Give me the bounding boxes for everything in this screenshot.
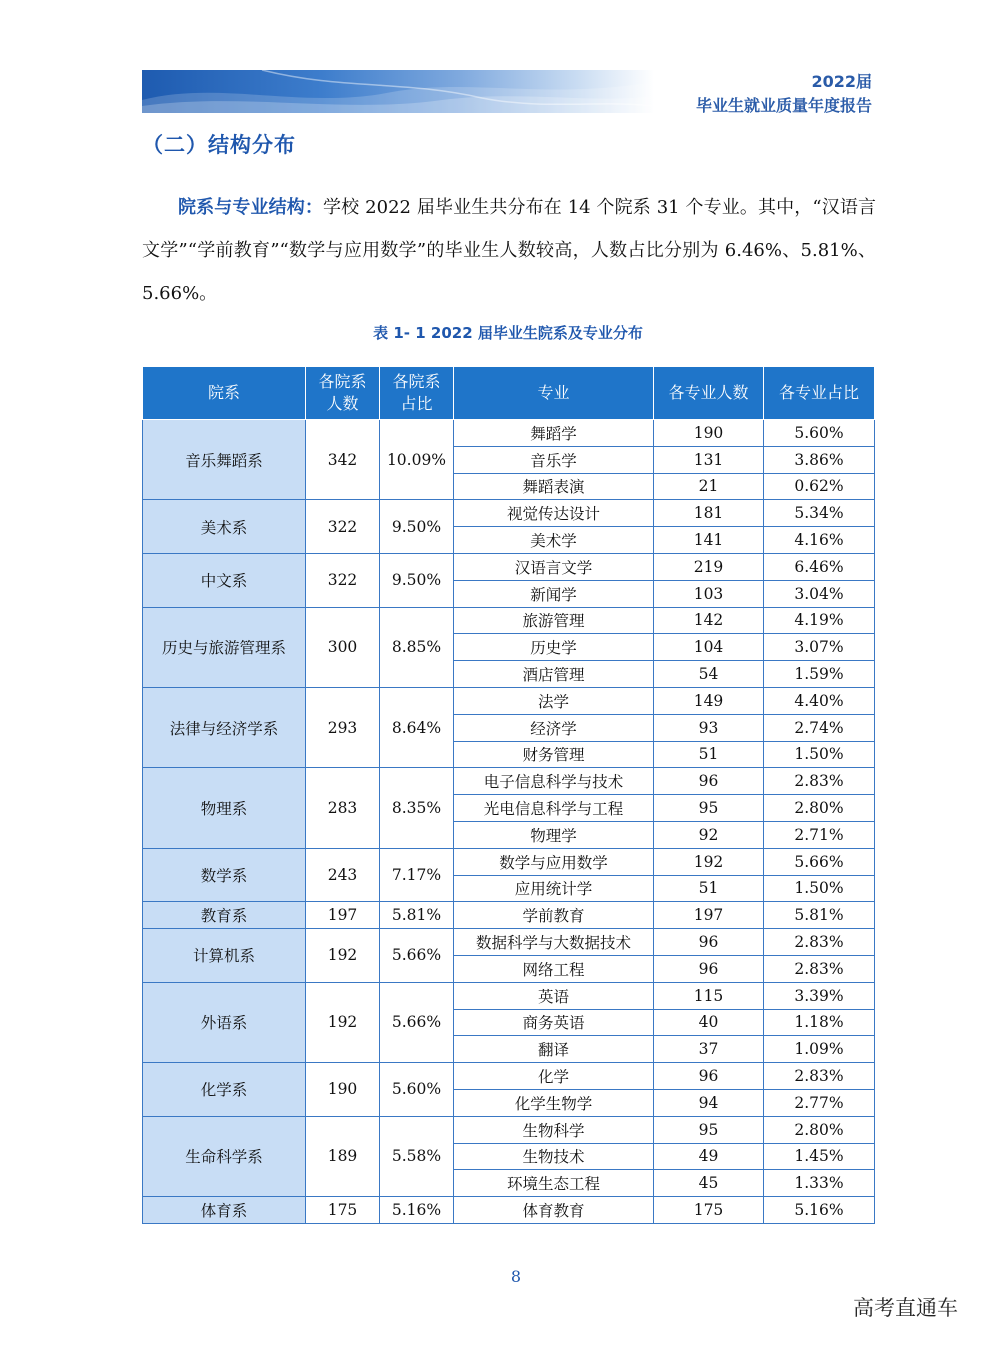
major-count-cell: 94 — [654, 1089, 764, 1116]
major-name-cell: 英语 — [454, 982, 654, 1009]
major-share-cell: 2.83% — [764, 768, 875, 795]
header-text: 各专业占比 — [778, 383, 859, 402]
major-count-cell: 141 — [654, 527, 764, 554]
page-number: 8 — [510, 1267, 522, 1286]
major-share-cell: 2.71% — [764, 821, 875, 848]
major-share-cell: 4.19% — [764, 607, 875, 634]
major-count-cell: 104 — [654, 634, 764, 661]
major-count-cell: 54 — [654, 661, 764, 688]
dept-name-cell: 法律与经济学系 — [143, 687, 306, 767]
dept-share-cell: 5.81% — [380, 902, 454, 929]
major-share-cell: 1.09% — [764, 1036, 875, 1063]
major-share-cell: 2.77% — [764, 1089, 875, 1116]
col-header-major — [454, 367, 654, 420]
dept-name-cell: 化学系 — [143, 1063, 306, 1117]
major-name-cell: 生物技术 — [454, 1143, 654, 1170]
header-text: 院系 — [207, 383, 240, 402]
table-row — [143, 553, 875, 580]
dept-name-cell: 外语系 — [143, 982, 306, 1062]
table-row — [143, 607, 875, 634]
intro-paragraph — [142, 186, 876, 315]
major-name-cell: 网络工程 — [454, 955, 654, 982]
major-count-cell: 103 — [654, 580, 764, 607]
major-share-cell: 2.74% — [764, 714, 875, 741]
major-share-cell: 2.80% — [764, 795, 875, 822]
dept-name-cell: 生命科学系 — [143, 1116, 306, 1196]
major-name-cell: 新闻学 — [454, 580, 654, 607]
dept-count-cell: 322 — [306, 553, 380, 607]
dept-name-cell: 音乐舞蹈系 — [143, 420, 306, 500]
dept-count-cell: 293 — [306, 687, 380, 767]
major-count-cell: 95 — [654, 795, 764, 822]
table-row — [143, 1063, 875, 1090]
major-name-cell: 旅游管理 — [454, 607, 654, 634]
major-name-cell: 学前教育 — [454, 902, 654, 929]
header-text: 各专业人数 — [668, 383, 749, 402]
col-header-dept-share — [380, 367, 454, 420]
table-body — [143, 420, 875, 1224]
major-share-cell: 6.46% — [764, 553, 875, 580]
major-name-cell: 法学 — [454, 687, 654, 714]
dept-count-cell: 322 — [306, 500, 380, 554]
table-row — [143, 687, 875, 714]
major-share-cell: 1.50% — [764, 875, 875, 902]
dept-count-cell: 300 — [306, 607, 380, 687]
major-name-cell: 视觉传达设计 — [454, 500, 654, 527]
major-count-cell: 92 — [654, 821, 764, 848]
major-name-cell: 舞蹈表演 — [454, 473, 654, 500]
section-heading: （二）结构分布 — [142, 133, 296, 157]
header-text: 各院系 — [392, 372, 441, 391]
intro-text: 学校 2022 届毕业生共分布在 14 个院系 31 个专业。其中，“汉语言文学”“学前教育”“数学与应用数学”的毕业生人数较高，人数占比分别为 6.46%、5.81%、5.66%。 — [142, 197, 876, 304]
major-count-cell: 51 — [654, 741, 764, 768]
major-count-cell: 219 — [654, 553, 764, 580]
major-count-cell: 175 — [654, 1197, 764, 1224]
wave-decoration — [142, 70, 654, 113]
major-count-cell: 21 — [654, 473, 764, 500]
major-name-cell: 经济学 — [454, 714, 654, 741]
dept-name-cell: 数学系 — [143, 848, 306, 902]
dept-share-cell: 7.17% — [380, 848, 454, 902]
major-count-cell: 131 — [654, 446, 764, 473]
major-share-cell: 2.83% — [764, 955, 875, 982]
header-text: 专业 — [537, 383, 570, 402]
major-share-cell: 4.40% — [764, 687, 875, 714]
major-count-cell: 192 — [654, 848, 764, 875]
major-count-cell: 142 — [654, 607, 764, 634]
major-name-cell: 化学生物学 — [454, 1089, 654, 1116]
major-count-cell: 197 — [654, 902, 764, 929]
major-name-cell: 翻译 — [454, 1036, 654, 1063]
major-name-cell: 酒店管理 — [454, 661, 654, 688]
dept-share-cell: 9.50% — [380, 500, 454, 554]
major-share-cell: 3.04% — [764, 580, 875, 607]
table-row — [143, 929, 875, 956]
major-count-cell: 93 — [654, 714, 764, 741]
major-share-cell: 5.16% — [764, 1197, 875, 1224]
major-count-cell: 49 — [654, 1143, 764, 1170]
dept-name-cell: 体育系 — [143, 1197, 306, 1224]
major-count-cell: 37 — [654, 1036, 764, 1063]
dept-share-cell: 5.66% — [380, 982, 454, 1062]
major-share-cell: 4.16% — [764, 527, 875, 554]
major-share-cell: 5.34% — [764, 500, 875, 527]
major-count-cell: 181 — [654, 500, 764, 527]
dept-count-cell: 342 — [306, 420, 380, 500]
dept-share-cell: 9.50% — [380, 553, 454, 607]
dept-share-cell: 5.60% — [380, 1063, 454, 1117]
major-share-cell: 1.45% — [764, 1143, 875, 1170]
dept-count-cell: 283 — [306, 768, 380, 848]
table-header-row — [143, 367, 875, 420]
dept-name-cell: 中文系 — [143, 553, 306, 607]
major-name-cell: 音乐学 — [454, 446, 654, 473]
major-count-cell: 115 — [654, 982, 764, 1009]
major-name-cell: 生物科学 — [454, 1116, 654, 1143]
col-header-department — [143, 367, 306, 420]
report-title: 毕业生就业质量年度报告 — [695, 96, 872, 115]
major-count-cell: 96 — [654, 768, 764, 795]
dept-share-cell: 8.85% — [380, 607, 454, 687]
department-major-table — [142, 366, 875, 1224]
major-name-cell: 数学与应用数学 — [454, 848, 654, 875]
table-row — [143, 768, 875, 795]
major-name-cell: 物理学 — [454, 821, 654, 848]
report-header — [696, 70, 872, 118]
major-name-cell: 化学 — [454, 1063, 654, 1090]
report-year: 2022届 — [811, 72, 872, 91]
major-name-cell: 汉语言文学 — [454, 553, 654, 580]
dept-count-cell: 197 — [306, 902, 380, 929]
major-name-cell: 数据科学与大数据技术 — [454, 929, 654, 956]
dept-name-cell: 历史与旅游管理系 — [143, 607, 306, 687]
major-name-cell: 环境生态工程 — [454, 1170, 654, 1197]
major-count-cell: 96 — [654, 1063, 764, 1090]
major-share-cell: 3.07% — [764, 634, 875, 661]
major-share-cell: 1.18% — [764, 1009, 875, 1036]
major-share-cell: 2.83% — [764, 929, 875, 956]
table-row — [143, 902, 875, 929]
major-share-cell: 3.39% — [764, 982, 875, 1009]
major-share-cell: 2.80% — [764, 1116, 875, 1143]
table-row — [143, 1116, 875, 1143]
major-share-cell: 5.66% — [764, 848, 875, 875]
major-name-cell: 财务管理 — [454, 741, 654, 768]
header-text: 人数 — [326, 394, 359, 413]
watermark-text: 高考直通车 — [853, 1296, 958, 1320]
major-count-cell: 51 — [654, 875, 764, 902]
dept-count-cell: 192 — [306, 929, 380, 983]
major-share-cell: 2.83% — [764, 1063, 875, 1090]
major-name-cell: 体育教育 — [454, 1197, 654, 1224]
major-share-cell: 1.59% — [764, 661, 875, 688]
major-share-cell: 3.86% — [764, 446, 875, 473]
major-name-cell: 商务英语 — [454, 1009, 654, 1036]
major-share-cell: 5.81% — [764, 902, 875, 929]
dept-share-cell: 5.58% — [380, 1116, 454, 1196]
major-count-cell: 40 — [654, 1009, 764, 1036]
major-share-cell: 0.62% — [764, 473, 875, 500]
major-name-cell: 历史学 — [454, 634, 654, 661]
table-row — [143, 420, 875, 447]
major-share-cell: 1.50% — [764, 741, 875, 768]
dept-name-cell: 教育系 — [143, 902, 306, 929]
major-name-cell: 应用统计学 — [454, 875, 654, 902]
header-text: 各院系 — [318, 372, 367, 391]
col-header-major-share — [764, 367, 875, 420]
dept-count-cell: 175 — [306, 1197, 380, 1224]
intro-lead: 院系与专业结构： — [178, 197, 324, 218]
major-name-cell: 光电信息科学与工程 — [454, 795, 654, 822]
major-name-cell: 舞蹈学 — [454, 420, 654, 447]
major-share-cell: 1.33% — [764, 1170, 875, 1197]
major-count-cell: 95 — [654, 1116, 764, 1143]
header-banner — [142, 70, 654, 113]
dept-share-cell: 10.09% — [380, 420, 454, 500]
major-count-cell: 149 — [654, 687, 764, 714]
dept-count-cell: 243 — [306, 848, 380, 902]
dept-count-cell: 190 — [306, 1063, 380, 1117]
table-row — [143, 1197, 875, 1224]
major-count-cell: 45 — [654, 1170, 764, 1197]
major-count-cell: 96 — [654, 929, 764, 956]
dept-count-cell: 192 — [306, 982, 380, 1062]
dept-share-cell: 5.66% — [380, 929, 454, 983]
major-share-cell: 5.60% — [764, 420, 875, 447]
dept-share-cell: 5.16% — [380, 1197, 454, 1224]
table-caption: 表 1- 1 2022 届毕业生院系及专业分布 — [373, 324, 643, 342]
col-header-major-count — [654, 367, 764, 420]
dept-share-cell: 8.35% — [380, 768, 454, 848]
major-name-cell: 电子信息科学与技术 — [454, 768, 654, 795]
dept-name-cell: 计算机系 — [143, 929, 306, 983]
dept-count-cell: 189 — [306, 1116, 380, 1196]
table-row — [143, 500, 875, 527]
table-row — [143, 848, 875, 875]
header-text: 占比 — [400, 394, 433, 413]
col-header-dept-count — [306, 367, 380, 420]
major-count-cell: 96 — [654, 955, 764, 982]
major-count-cell: 190 — [654, 420, 764, 447]
dept-name-cell: 美术系 — [143, 500, 306, 554]
dept-name-cell: 物理系 — [143, 768, 306, 848]
major-name-cell: 美术学 — [454, 527, 654, 554]
dept-share-cell: 8.64% — [380, 687, 454, 767]
table-row — [143, 982, 875, 1009]
